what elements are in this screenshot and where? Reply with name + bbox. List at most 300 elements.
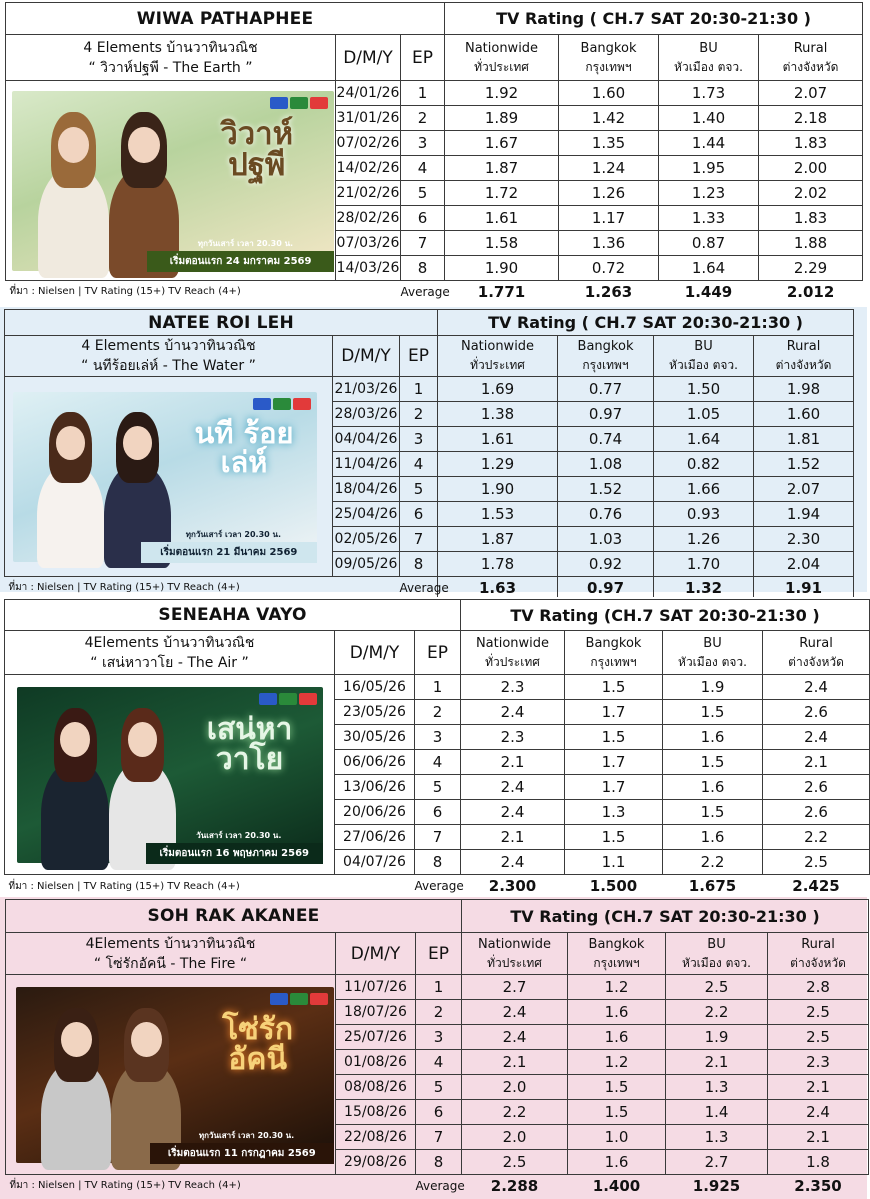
rating-bu: 0.82 xyxy=(654,452,754,477)
poster-logo: นที ร้อยเล่ห์ xyxy=(194,415,294,479)
poster-airtime: ทุกวันเสาร์ เวลา 20.30 น. xyxy=(198,1130,295,1140)
rating-rural: 2.07 xyxy=(759,81,863,106)
episode-date: 08/08/26 xyxy=(336,1075,416,1100)
poster-cell xyxy=(5,377,333,577)
rating-nationwide: 1.87 xyxy=(438,527,558,552)
col-header-bangkok xyxy=(558,336,654,377)
episode-date: 13/06/26 xyxy=(335,775,415,800)
episode-number: 5 xyxy=(401,181,445,206)
episode-number: 4 xyxy=(416,1050,462,1075)
episode-date: 28/02/26 xyxy=(336,206,401,231)
rating-nationwide: 2.1 xyxy=(462,1050,568,1075)
col-header-rural-th: ต่างจังหวัด xyxy=(775,358,832,372)
episode-date: 06/06/26 xyxy=(335,750,415,775)
rating-rural: 2.8 xyxy=(768,975,869,1000)
col-header-bangkok xyxy=(568,933,666,975)
col-header-bu-th: หัวเมือง ตจว. xyxy=(678,654,747,669)
episode-number: 8 xyxy=(401,256,445,281)
rating-bu: 1.64 xyxy=(659,256,759,281)
episode-number: 4 xyxy=(400,452,438,477)
col-header-rural-th: ต่างจังหวัด xyxy=(788,654,844,669)
episode-date: 23/05/26 xyxy=(335,700,415,725)
rating-nationwide: 1.69 xyxy=(438,377,558,402)
rating-section-fire xyxy=(0,897,867,1199)
col-header-bangkok-en: Bangkok xyxy=(588,936,645,952)
rating-bangkok: 0.97 xyxy=(558,402,654,427)
avg-bu: 1.675 xyxy=(663,875,763,898)
episode-number: 4 xyxy=(415,750,461,775)
col-header-bu xyxy=(663,631,763,675)
rating-bu: 1.66 xyxy=(654,477,754,502)
episode-number: 3 xyxy=(401,131,445,156)
channel-logo-icon xyxy=(259,693,277,705)
rating-nationwide: 2.2 xyxy=(462,1100,568,1125)
rating-rural: 2.6 xyxy=(763,775,870,800)
rating-bangkok: 1.7 xyxy=(565,700,663,725)
episode-number: 1 xyxy=(416,975,462,1000)
col-header-bangkok-en: Bangkok xyxy=(585,635,642,651)
rating-bu: 2.7 xyxy=(666,1150,768,1175)
episode-date: 27/06/26 xyxy=(335,825,415,850)
rating-bu: 1.9 xyxy=(663,675,763,700)
poster-figure-face xyxy=(123,426,152,460)
col-header-bangkok xyxy=(565,631,663,675)
episode-number: 1 xyxy=(400,377,438,402)
col-header-bangkok-en: Bangkok xyxy=(580,40,637,56)
col-header-bu xyxy=(659,35,759,81)
col-header-rural-th: ต่างจังหวัด xyxy=(790,955,846,970)
episode-date: 29/08/26 xyxy=(336,1150,416,1175)
channel-logo-icon xyxy=(293,398,311,410)
avg-nationwide: 2.300 xyxy=(461,875,565,898)
avg-bangkok: 1.500 xyxy=(565,875,663,898)
col-header-rural xyxy=(754,336,854,377)
channel-logo-icon xyxy=(290,97,308,109)
rating-bangkok: 0.76 xyxy=(558,502,654,527)
avg-bangkok: 0.97 xyxy=(558,577,654,599)
episode-date: 24/01/26 xyxy=(336,81,401,106)
episode-row xyxy=(6,81,863,106)
rating-rural: 2.5 xyxy=(768,1000,869,1025)
episode-number: 3 xyxy=(415,725,461,750)
rating-nationwide: 2.3 xyxy=(461,675,565,700)
episode-date: 25/07/26 xyxy=(336,1025,416,1050)
series-name-line1: 4Elements บ้านวาทินวณิช xyxy=(85,935,256,952)
rating-bu: 1.26 xyxy=(654,527,754,552)
rating-rural: 2.00 xyxy=(759,156,863,181)
rating-bangkok: 0.92 xyxy=(558,552,654,577)
col-header-rural-en: Rural xyxy=(801,936,835,952)
col-header-nationwide-th: ทั่วประเทศ xyxy=(485,654,540,669)
rating-bangkok: 1.5 xyxy=(568,1075,666,1100)
data-source-note: ที่มา : Nielsen | TV Rating (15+) TV Reach (4+) xyxy=(9,1180,241,1192)
rating-nationwide: 1.29 xyxy=(438,452,558,477)
col-header-bangkok-th: กรุงเทพฯ xyxy=(582,358,629,372)
rating-rural: 1.8 xyxy=(768,1150,869,1175)
rating-bu: 0.93 xyxy=(654,502,754,527)
data-source-note: ที่มา : Nielsen | TV Rating (15+) TV Reach (4+) xyxy=(8,582,240,594)
channel-logo-icon xyxy=(310,97,328,109)
rating-bu: 1.64 xyxy=(654,427,754,452)
series-title: SENEAHA VAYO xyxy=(5,600,461,631)
rating-nationwide: 2.4 xyxy=(461,800,565,825)
rating-nationwide: 2.1 xyxy=(461,825,565,850)
series-name-line2: “ นทีร้อยเล่ห์ - The Water ” xyxy=(81,358,256,374)
rating-bangkok: 1.52 xyxy=(558,477,654,502)
rating-nationwide: 1.78 xyxy=(438,552,558,577)
rating-rural: 1.52 xyxy=(754,452,854,477)
rating-bu: 1.40 xyxy=(659,106,759,131)
rating-nationwide: 2.0 xyxy=(462,1075,568,1100)
episode-number: 5 xyxy=(400,477,438,502)
col-header-nationwide-en: Nationwide xyxy=(460,339,535,354)
col-header-bu-th: หัวเมือง ตจว. xyxy=(674,59,743,74)
rating-rural: 2.5 xyxy=(763,850,870,875)
rating-nationwide: 1.38 xyxy=(438,402,558,427)
episode-number: 7 xyxy=(401,231,445,256)
col-header-bu-en: BU xyxy=(707,936,726,952)
poster-figure-face xyxy=(131,1022,162,1057)
rating-rural: 2.07 xyxy=(754,477,854,502)
poster-figure-face xyxy=(61,1022,92,1057)
rating-table xyxy=(5,899,869,1197)
episode-number: 5 xyxy=(416,1075,462,1100)
rating-bu: 1.6 xyxy=(663,775,763,800)
episode-date: 21/02/26 xyxy=(336,181,401,206)
col-header-nationwide xyxy=(438,336,558,377)
rating-bangkok: 0.74 xyxy=(558,427,654,452)
rating-rural: 1.83 xyxy=(759,206,863,231)
col-header-bangkok-th: กรุงเทพฯ xyxy=(593,955,640,970)
episode-date: 21/03/26 xyxy=(333,377,400,402)
rating-bu: 1.23 xyxy=(659,181,759,206)
rating-bangkok: 1.3 xyxy=(565,800,663,825)
rating-bangkok: 1.6 xyxy=(568,1150,666,1175)
rating-bangkok: 1.7 xyxy=(565,750,663,775)
series-title: NATEE ROI LEH xyxy=(5,310,438,336)
poster-logo: โซ่รัก อัคนี xyxy=(222,1011,294,1077)
rating-rural: 2.1 xyxy=(768,1075,869,1100)
avg-nationwide: 1.63 xyxy=(438,577,558,599)
poster-cell xyxy=(5,675,335,875)
col-header-nationwide-th: ทั่วประเทศ xyxy=(474,59,529,74)
rating-nationwide: 1.90 xyxy=(438,477,558,502)
series-name xyxy=(5,631,335,675)
rating-nationwide: 2.1 xyxy=(461,750,565,775)
episode-number: 6 xyxy=(415,800,461,825)
avg-bangkok: 1.400 xyxy=(568,1175,666,1197)
rating-nationwide: 2.4 xyxy=(462,1000,568,1025)
series-name-line1: 4Elements บ้านวาทินวณิช xyxy=(84,634,255,651)
avg-bu: 1.449 xyxy=(659,281,759,303)
rating-nationwide: 2.4 xyxy=(461,700,565,725)
rating-nationwide: 2.4 xyxy=(461,850,565,875)
series-name-line2: “ เสน่หาวาโย - The Air ” xyxy=(90,654,249,671)
rating-nationwide: 1.58 xyxy=(445,231,559,256)
rating-rural: 2.2 xyxy=(763,825,870,850)
rating-rural: 2.4 xyxy=(763,725,870,750)
rating-bu: 2.5 xyxy=(666,975,768,1000)
episode-row xyxy=(6,975,869,1000)
rating-nationwide: 1.90 xyxy=(445,256,559,281)
channel-logo-icon xyxy=(270,993,288,1005)
col-header-rural-en: Rural xyxy=(793,40,828,56)
episode-number: 8 xyxy=(400,552,438,577)
rating-bu: 1.5 xyxy=(663,700,763,725)
rating-nationwide: 1.92 xyxy=(445,81,559,106)
rating-bangkok: 1.42 xyxy=(559,106,659,131)
rating-bu: 1.50 xyxy=(654,377,754,402)
episode-date: 14/02/26 xyxy=(336,156,401,181)
rating-rural: 2.1 xyxy=(768,1125,869,1150)
episode-date: 16/05/26 xyxy=(335,675,415,700)
rating-nationwide: 1.61 xyxy=(438,427,558,452)
rating-bu: 1.3 xyxy=(666,1075,768,1100)
col-header-bangkok-en: Bangkok xyxy=(577,339,634,354)
rating-section-air xyxy=(0,597,867,895)
episode-date: 20/06/26 xyxy=(335,800,415,825)
rating-bangkok: 1.26 xyxy=(559,181,659,206)
col-header-rural xyxy=(768,933,869,975)
series-name xyxy=(5,336,333,377)
col-header-nationwide-en: Nationwide xyxy=(477,936,552,952)
rating-table xyxy=(4,599,870,898)
channel-logo-icon xyxy=(299,693,317,705)
episode-date: 15/08/26 xyxy=(336,1100,416,1125)
avg-rural: 2.350 xyxy=(768,1175,869,1197)
col-header-rural-en: Rural xyxy=(799,635,833,651)
tv-rating-header: TV Rating ( CH.7 SAT 20:30-21:30 ) xyxy=(445,3,863,35)
rating-rural: 2.30 xyxy=(754,527,854,552)
drama-poster-image xyxy=(13,392,317,562)
episode-date: 04/04/26 xyxy=(333,427,400,452)
rating-bangkok: 0.77 xyxy=(558,377,654,402)
channel-logo-icon xyxy=(270,97,288,109)
col-header-bu-th: หัวเมือง ตจว. xyxy=(669,358,738,372)
col-header-bangkok-th: กรุงเทพฯ xyxy=(590,654,637,669)
avg-rural: 2.012 xyxy=(759,281,863,303)
episode-date: 11/07/26 xyxy=(336,975,416,1000)
series-name-line2: “ วิวาห์ปฐพี - The Earth ” xyxy=(88,59,253,76)
episode-number: 3 xyxy=(416,1025,462,1050)
episode-date: 07/02/26 xyxy=(336,131,401,156)
rating-rural: 2.6 xyxy=(763,800,870,825)
rating-bangkok: 1.6 xyxy=(568,1025,666,1050)
episode-number: 2 xyxy=(400,402,438,427)
average-label: Average xyxy=(399,580,449,595)
col-header-rural xyxy=(759,35,863,81)
col-header-date: D/M/Y xyxy=(333,336,400,377)
poster-airtime: ทุกวันเสาร์ เวลา 20.30 น. xyxy=(197,238,294,248)
rating-bangkok: 1.24 xyxy=(559,156,659,181)
rating-rural: 1.81 xyxy=(754,427,854,452)
episode-number: 7 xyxy=(415,825,461,850)
rating-bangkok: 0.72 xyxy=(559,256,659,281)
avg-rural: 2.425 xyxy=(763,875,870,898)
col-header-ep: EP xyxy=(400,336,438,377)
rating-rural: 2.04 xyxy=(754,552,854,577)
data-source-note: ที่มา : Nielsen | TV Rating (15+) TV Reach (4+) xyxy=(8,880,240,892)
rating-rural: 2.4 xyxy=(763,675,870,700)
episode-date: 25/04/26 xyxy=(333,502,400,527)
rating-section-earth xyxy=(0,0,867,305)
rating-bu: 0.87 xyxy=(659,231,759,256)
episode-date: 30/05/26 xyxy=(335,725,415,750)
poster-cell xyxy=(6,975,336,1175)
rating-bu: 1.4 xyxy=(666,1100,768,1125)
col-header-nationwide-th: ทั่วประเทศ xyxy=(487,955,542,970)
avg-rural: 1.91 xyxy=(754,577,854,599)
rating-bu: 1.33 xyxy=(659,206,759,231)
rating-bu: 1.6 xyxy=(663,825,763,850)
rating-bu: 1.95 xyxy=(659,156,759,181)
rating-table xyxy=(4,309,854,599)
channel-logo-icon xyxy=(310,993,328,1005)
rating-nationwide: 2.3 xyxy=(461,725,565,750)
rating-bu: 1.5 xyxy=(663,800,763,825)
episode-date: 28/03/26 xyxy=(333,402,400,427)
rating-bu: 1.9 xyxy=(666,1025,768,1050)
rating-bangkok: 1.7 xyxy=(565,775,663,800)
rating-bu: 1.05 xyxy=(654,402,754,427)
rating-nationwide: 2.5 xyxy=(462,1150,568,1175)
poster-figure-face xyxy=(128,127,159,163)
col-header-bu xyxy=(654,336,754,377)
rating-nationwide: 2.0 xyxy=(462,1125,568,1150)
episode-date: 02/05/26 xyxy=(333,527,400,552)
channel-logo-icon xyxy=(279,693,297,705)
col-header-rural-th: ต่างจังหวัด xyxy=(782,59,839,74)
episode-number: 8 xyxy=(415,850,461,875)
rating-bu: 2.1 xyxy=(666,1050,768,1075)
rating-rural: 2.18 xyxy=(759,106,863,131)
rating-rural: 2.4 xyxy=(768,1100,869,1125)
rating-nationwide: 2.7 xyxy=(462,975,568,1000)
col-header-bu-en: BU xyxy=(694,339,713,354)
rating-nationwide: 1.87 xyxy=(445,156,559,181)
rating-rural: 1.83 xyxy=(759,131,863,156)
rating-bu: 1.70 xyxy=(654,552,754,577)
series-name-line2: “ โซ่รักอัคนี - The Fire “ xyxy=(93,955,248,972)
episode-date: 18/04/26 xyxy=(333,477,400,502)
series-title: WIWA PATHAPHEE xyxy=(6,3,445,35)
col-header-nationwide xyxy=(462,933,568,975)
poster-premiere-date: เริ่มตอนแรก 16 พฤษภาคม 2569 xyxy=(146,843,323,864)
rating-bangkok: 1.17 xyxy=(559,206,659,231)
rating-bangkok: 1.2 xyxy=(568,1050,666,1075)
col-header-bu-en: BU xyxy=(699,40,718,56)
col-header-ep: EP xyxy=(416,933,462,975)
col-header-nationwide-en: Nationwide xyxy=(475,635,550,651)
rating-bangkok: 1.08 xyxy=(558,452,654,477)
series-name xyxy=(6,35,336,81)
episode-number: 2 xyxy=(415,700,461,725)
rating-bu: 2.2 xyxy=(666,1000,768,1025)
episode-number: 3 xyxy=(400,427,438,452)
episode-row xyxy=(5,377,854,402)
rating-bangkok: 1.5 xyxy=(565,725,663,750)
data-source-note: ที่มา : Nielsen | TV Rating (15+) TV Reach (4+) xyxy=(9,286,241,298)
rating-bangkok: 1.1 xyxy=(565,850,663,875)
poster-logo: วิวาห์ ปฐพี xyxy=(220,116,294,184)
col-header-nationwide xyxy=(461,631,565,675)
col-header-bangkok xyxy=(559,35,659,81)
rating-nationwide: 1.67 xyxy=(445,131,559,156)
rating-rural: 1.60 xyxy=(754,402,854,427)
episode-number: 2 xyxy=(401,106,445,131)
episode-number: 6 xyxy=(401,206,445,231)
poster-logo: เสน่หา วาโย xyxy=(206,711,293,777)
rating-nationwide: 1.72 xyxy=(445,181,559,206)
col-header-bu xyxy=(666,933,768,975)
episode-date: 11/04/26 xyxy=(333,452,400,477)
rating-rural: 1.88 xyxy=(759,231,863,256)
rating-bangkok: 1.0 xyxy=(568,1125,666,1150)
rating-rural: 2.5 xyxy=(768,1025,869,1050)
episode-date: 18/07/26 xyxy=(336,1000,416,1025)
rating-rural: 2.02 xyxy=(759,181,863,206)
avg-nationwide: 2.288 xyxy=(462,1175,568,1197)
episode-number: 1 xyxy=(415,675,461,700)
tv-rating-header: TV Rating (CH.7 SAT 20:30-21:30 ) xyxy=(461,600,870,631)
episode-number: 6 xyxy=(400,502,438,527)
col-header-rural-en: Rural xyxy=(786,339,821,354)
rating-nationwide: 1.53 xyxy=(438,502,558,527)
average-label: Average xyxy=(414,879,464,894)
rating-section-water xyxy=(0,307,867,597)
episode-number: 5 xyxy=(415,775,461,800)
episode-number: 4 xyxy=(401,156,445,181)
tv-rating-header: TV Rating ( CH.7 SAT 20:30-21:30 ) xyxy=(438,310,854,336)
rating-bangkok: 1.60 xyxy=(559,81,659,106)
episode-date: 14/03/26 xyxy=(336,256,401,281)
rating-bangkok: 1.36 xyxy=(559,231,659,256)
tv-rating-header: TV Rating (CH.7 SAT 20:30-21:30 ) xyxy=(462,900,869,933)
series-name xyxy=(6,933,336,975)
rating-nationwide: 1.89 xyxy=(445,106,559,131)
drama-poster-image xyxy=(17,687,323,863)
rating-bu: 1.5 xyxy=(663,750,763,775)
rating-bangkok: 1.35 xyxy=(559,131,659,156)
col-header-nationwide-en: Nationwide xyxy=(464,40,539,56)
poster-premiere-date: เริ่มตอนแรก 24 มกราคม 2569 xyxy=(147,251,334,272)
series-title: SOH RAK AKANEE xyxy=(6,900,462,933)
rating-rural: 2.6 xyxy=(763,700,870,725)
col-header-bu-th: หัวเมือง ตจว. xyxy=(682,955,751,970)
poster-premiere-date: เริ่มตอนแรก 21 มีนาคม 2569 xyxy=(141,542,317,563)
rating-rural: 2.29 xyxy=(759,256,863,281)
col-header-ep: EP xyxy=(415,631,461,675)
col-header-nationwide-th: ทั่วประเทศ xyxy=(470,358,525,372)
episode-date: 22/08/26 xyxy=(336,1125,416,1150)
drama-poster-image xyxy=(16,987,334,1163)
avg-nationwide: 1.771 xyxy=(445,281,559,303)
channel-logo-icon xyxy=(290,993,308,1005)
rating-nationwide: 2.4 xyxy=(461,775,565,800)
rating-bangkok: 1.5 xyxy=(565,825,663,850)
rating-bu: 1.3 xyxy=(666,1125,768,1150)
episode-date: 31/01/26 xyxy=(336,106,401,131)
col-header-ep: EP xyxy=(401,35,445,81)
rating-bu: 2.2 xyxy=(663,850,763,875)
episode-date: 01/08/26 xyxy=(336,1050,416,1075)
col-header-bangkok-th: กรุงเทพฯ xyxy=(585,59,632,74)
series-name-line1: 4 Elements บ้านวาทินวณิช xyxy=(83,39,258,56)
rating-bu: 1.73 xyxy=(659,81,759,106)
poster-airtime: วันเสาร์ เวลา 20.30 น. xyxy=(196,830,282,840)
rating-nationwide: 2.4 xyxy=(462,1025,568,1050)
poster-figure-face xyxy=(60,722,90,757)
